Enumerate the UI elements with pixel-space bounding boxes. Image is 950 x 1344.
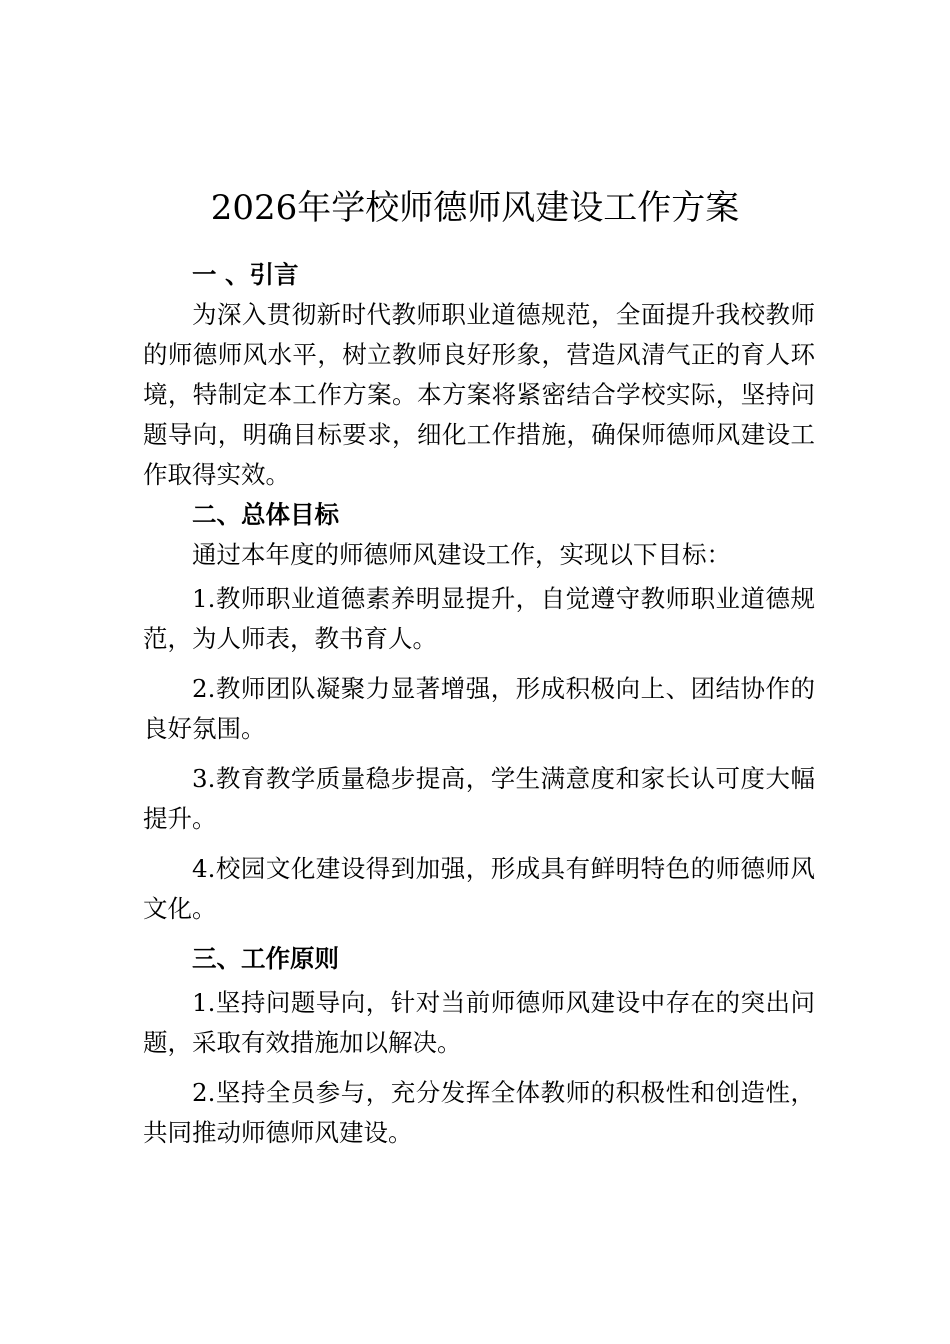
section-heading-intro: 一 、引言 xyxy=(192,260,299,289)
goal-item-1 xyxy=(143,579,815,659)
goal-item-text: 教育教学质量稳步提高，学生满意度和家长认可度大幅提升。 xyxy=(143,764,815,833)
principle-item-text: 坚持全员参与，充分发挥全体教师的积极性和创造性，共同推动师德师风建设。 xyxy=(143,1078,815,1147)
goal-item-text: 教师职业道德素养明显提升，自觉遵守教师职业道德规范，为人师表，教书育人。 xyxy=(143,584,815,653)
document-title: 2026年学校师德师风建设工作方案 xyxy=(210,187,740,228)
goals-intro: 通过本年度的师德师风建设工作，实现以下目标： xyxy=(192,540,731,569)
goal-item-4 xyxy=(143,849,815,929)
goal-item-number: 4. xyxy=(192,854,216,883)
principle-item-number: 2. xyxy=(192,1078,216,1107)
intro-paragraph: 为深入贯彻新时代教师职业道德规范，全面提升我校教师的师德师风水平，树立教师良好形象，营造风清气正的育人环境，特制定本工作方案。本方案将紧密结合学校实际，坚持问题导向，明确目标要求，细化工作措施，确保师德师风建设工作取得实效。 xyxy=(143,300,815,489)
goal-item-3 xyxy=(143,759,815,839)
section-heading-goals: 二、总体目标 xyxy=(192,500,339,529)
goal-item-number: 3. xyxy=(192,764,216,793)
section-heading-principles: 三、工作原则 xyxy=(192,944,339,973)
principle-item-text: 坚持问题导向，针对当前师德师风建设中存在的突出问题，采取有效措施加以解决。 xyxy=(143,988,815,1057)
principle-item-1 xyxy=(143,983,815,1063)
goal-item-number: 1. xyxy=(192,584,216,613)
principle-item-number: 1. xyxy=(192,988,216,1017)
goal-item-2 xyxy=(143,669,815,749)
goal-item-number: 2. xyxy=(192,674,216,703)
goal-item-text: 校园文化建设得到加强，形成具有鲜明特色的师德师风文化。 xyxy=(143,854,815,923)
goal-item-text: 教师团队凝聚力显著增强，形成积极向上、团结协作的良好氛围。 xyxy=(143,674,815,743)
principle-item-2 xyxy=(143,1073,815,1153)
document-body xyxy=(143,255,815,1153)
